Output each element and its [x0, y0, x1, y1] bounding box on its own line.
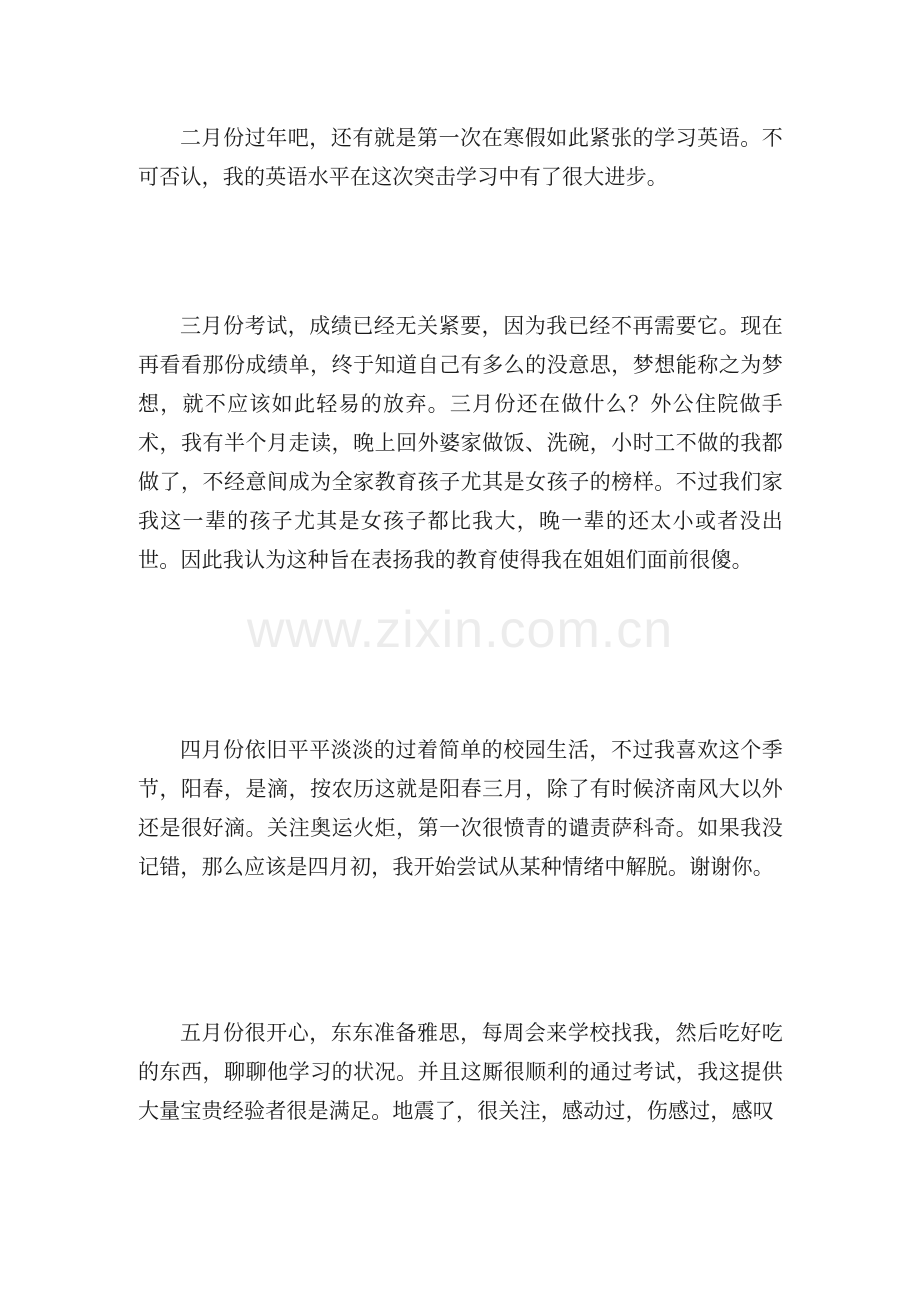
paragraph-april: 四月份依旧平平淡淡的过着简单的校园生活，不过我喜欢这个季节，阳春，是滴，按农历这就是阳春三月，除了有时候济南风大以外还是很好滴。关注奥运火炬，第一次很愤青的谴责萨科奇。如果我没记错，那么应该是四月初，我开始尝试从某种情绪中解脱。谢谢你。: [138, 738, 783, 879]
paragraph-february: 二月份过年吧，还有就是第一次在寒假如此紧张的学习英语。不可否认，我的英语水平在这次突击学习中有了很大进步。: [138, 126, 783, 189]
paragraph-march: 三月份考试，成绩已经无关紧要，因为我已经不再需要它。现在再看看那份成绩单，终于知道自己有多么的没意思，梦想能称之为梦想，就不应该如此轻易的放弃。三月份还在做什么？外公住院做手术，我有半个月走读，晚上回外婆家做饭、洗碗，小时工不做的我都做了，不经意间成为全家教育孩子尤其是女孩子的榜样。不过我们家我这一辈的孩子尤其是女孩子都比我大，晚一辈的还太小或者没出世。因此我认为这种旨在表扬我的教育使得我在姐姐们面前很傻。: [138, 314, 783, 572]
paragraph-may: 五月份很开心，东东准备雅思，每周会来学校找我，然后吃好吃的东西，聊聊他学习的状况。并且这厮很顺利的通过考试，我这提供大量宝贵经验者很是满足。地震了，很关注，感动过，伤感过，感叹: [138, 1021, 783, 1123]
watermark-text: www.zixin.com.cn: [246, 601, 674, 659]
